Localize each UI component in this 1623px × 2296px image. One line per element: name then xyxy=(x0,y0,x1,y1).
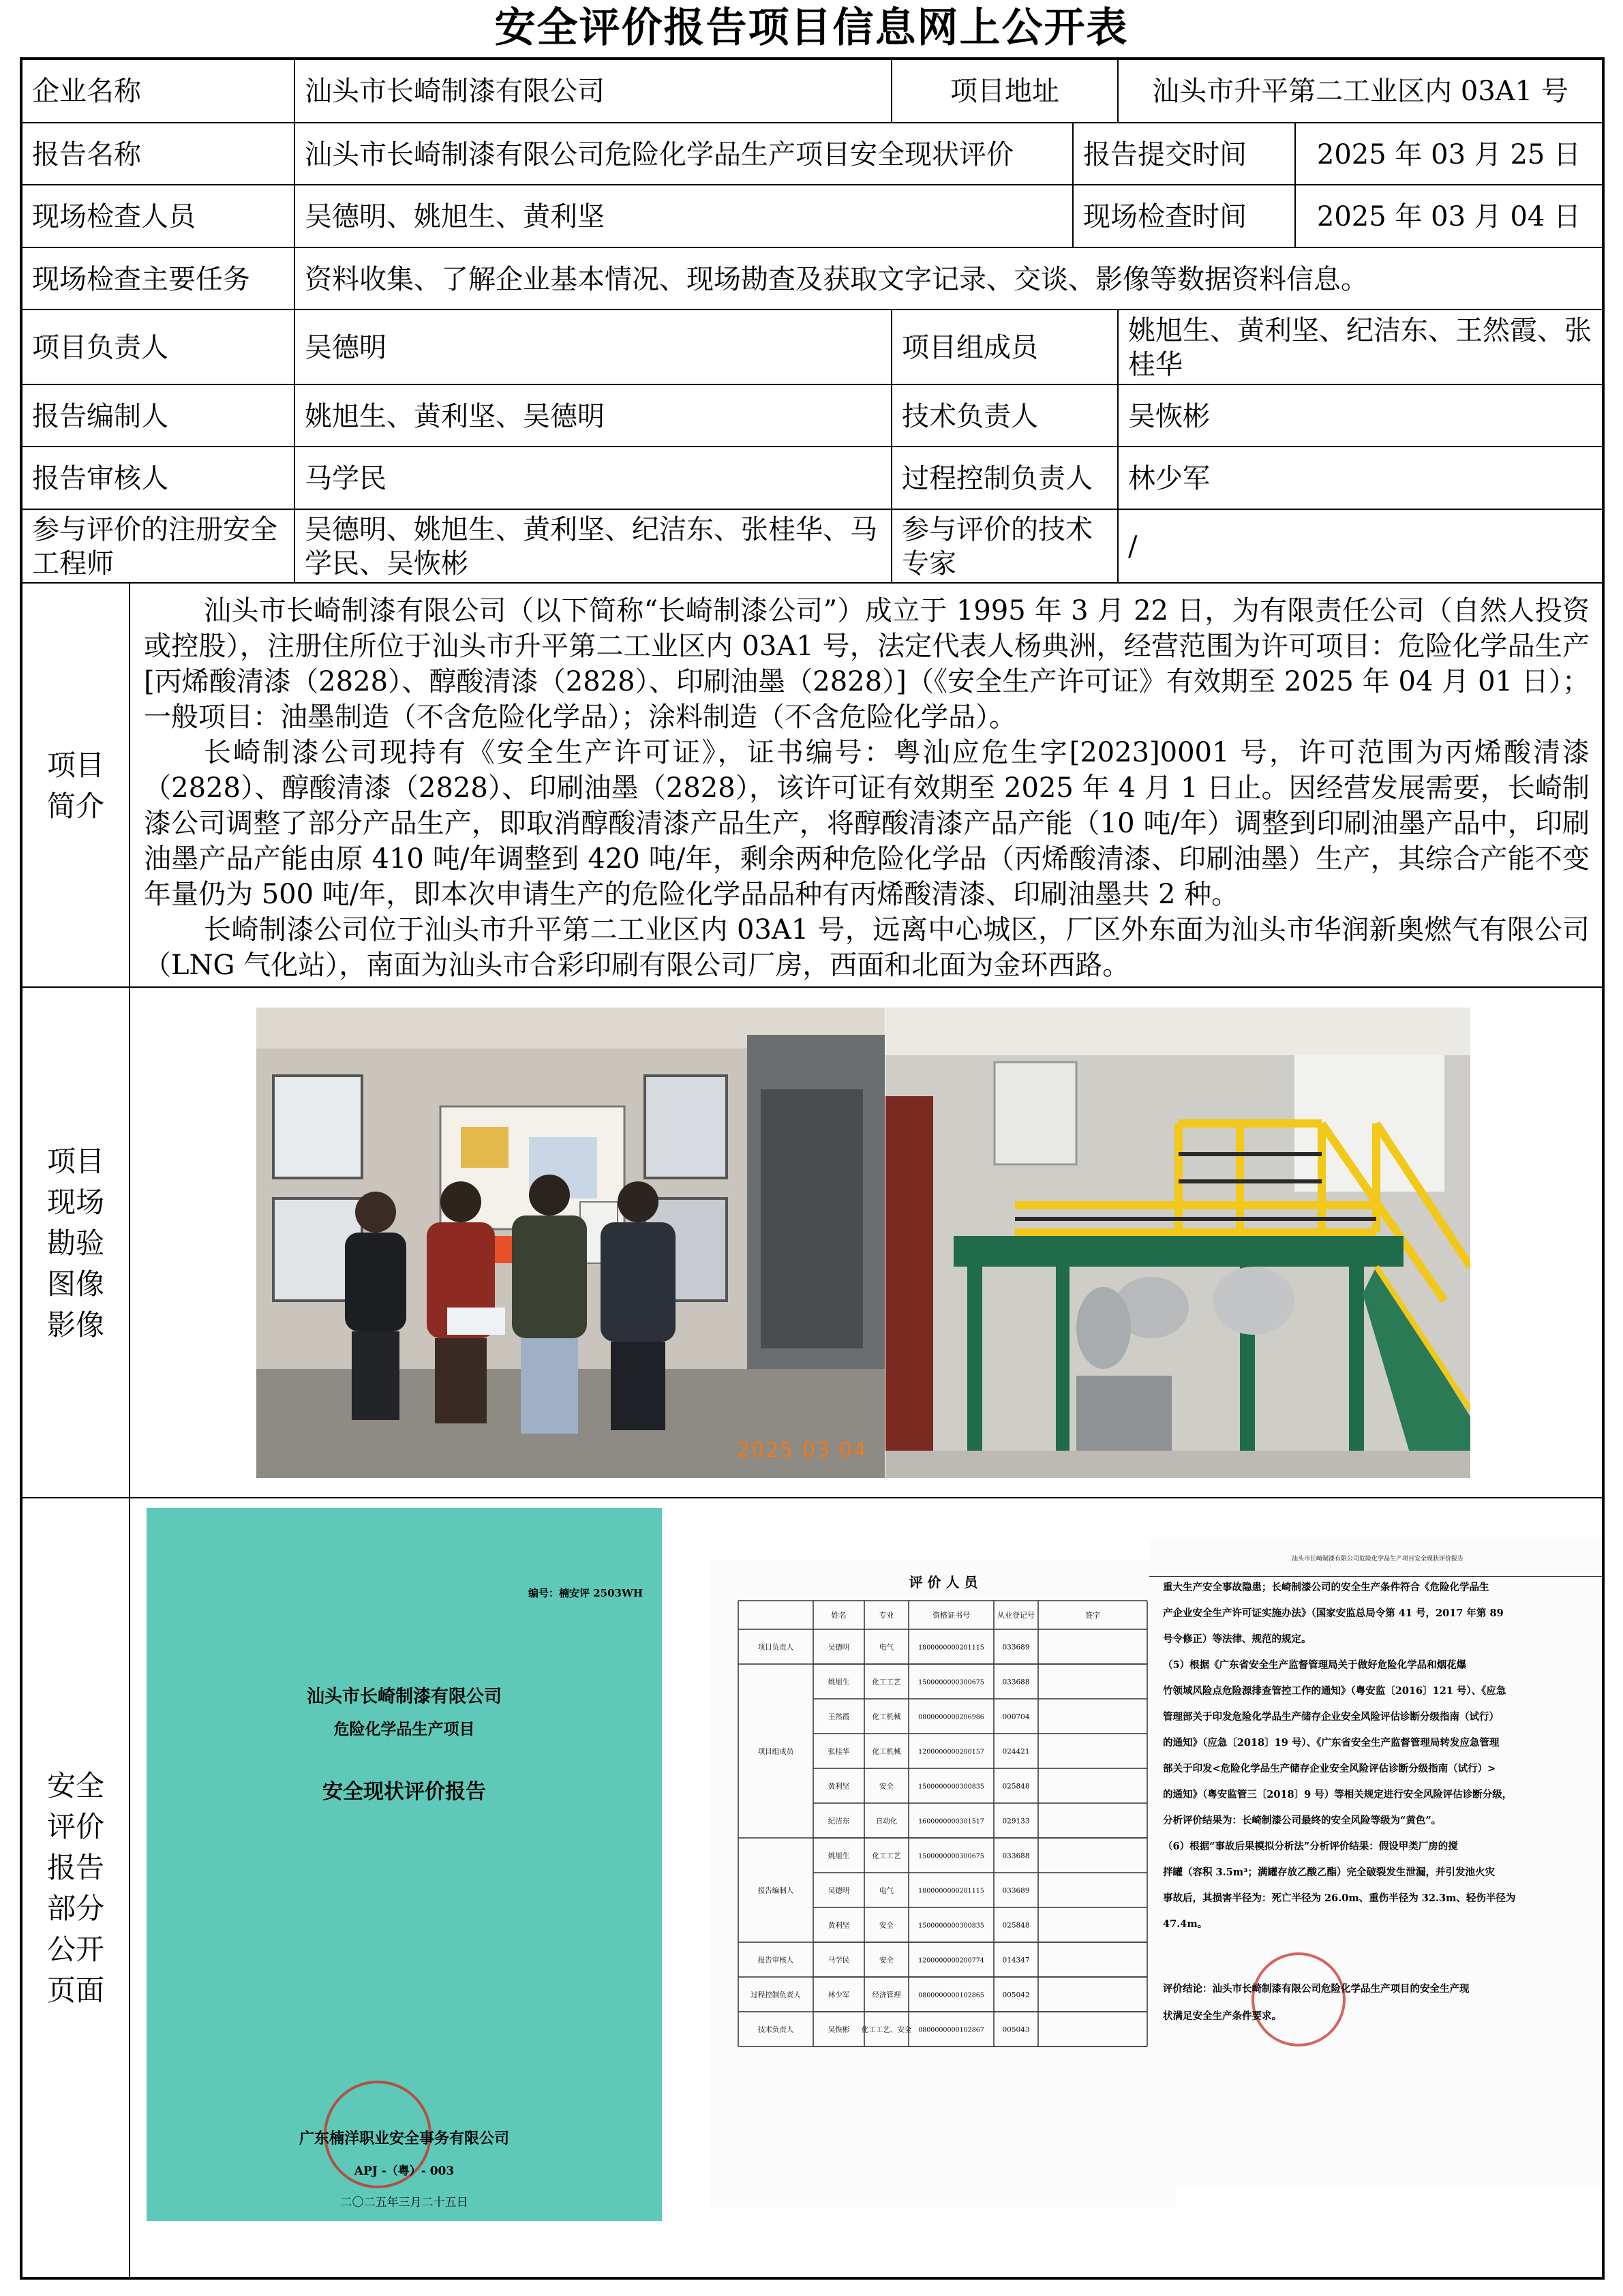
table-cell-text: 自动化 xyxy=(875,1817,898,1826)
report-name-label: 报告名称 xyxy=(32,138,141,170)
table-cell-text: 1600000000301517 xyxy=(918,1817,984,1826)
task-label: 现场检查主要任务 xyxy=(32,263,250,295)
conclusion-text xyxy=(1163,1575,1599,1937)
inspect-time-value: 2025 年 03 月 04 日 xyxy=(1294,185,1602,248)
conclusion-page xyxy=(1149,1539,1602,2187)
table-cell-text: 033689 xyxy=(1002,1886,1030,1895)
conclusion-line: 管理部关于印发危险化学品生产储存企业安全风险评估诊断分级指南（试行） xyxy=(1163,1711,1499,1723)
table-cell-text: 化工工艺、安全 xyxy=(861,2025,912,2034)
table-cell-text: 化工机械 xyxy=(872,1747,901,1756)
table-cell-text: 024421 xyxy=(1002,1747,1030,1756)
table-cell-text: 0800000000206986 xyxy=(918,1713,984,1721)
conclusion-line: 47.4m。 xyxy=(1163,1918,1208,1930)
table-cell-text: 林少军 xyxy=(828,1991,850,1999)
table-cell-text: 项目组成员 xyxy=(757,1747,794,1756)
table-cell-text: 化工工艺 xyxy=(872,1852,901,1860)
cover-org: 广东楠洋职业安全事务有限公司 xyxy=(299,2130,509,2147)
table-cell-text: 项目负责人 xyxy=(757,1643,794,1652)
inspectors-label: 现场检查人员 xyxy=(32,201,196,232)
members-value: 姚旭生、黄利坚、纪洁东、王然霞、张桂华 xyxy=(1117,310,1602,385)
photo-date-stamp: 2025 03 04 xyxy=(737,1438,868,1462)
cover-apj: APJ -（粤）- 003 xyxy=(354,2164,455,2178)
row-compiler xyxy=(22,384,1602,447)
table-cell-text: 吴恢彬 xyxy=(828,2025,850,2034)
conclusion-line: 竹领域风险点危险源排查管控工作的通知》（粤安监〔2016〕121 号）、《应急 xyxy=(1163,1685,1506,1697)
row-report xyxy=(22,122,1602,185)
inspect-time-label: 现场检查时间 xyxy=(1072,185,1294,248)
staff-table xyxy=(711,1560,1176,2207)
conclusion-final xyxy=(1163,1976,1599,2030)
table-cell-text: 张桂华 xyxy=(828,1747,850,1756)
row-engineers xyxy=(22,509,1602,584)
table-cell-text: 纪洁东 xyxy=(828,1817,850,1826)
table-cell-text: 033689 xyxy=(1002,1643,1030,1652)
conclusion-line: 分析评价结果为：长崎制漆公司最终的安全风险等级为“黄色”。 xyxy=(1163,1815,1442,1826)
conclusion-line: 重大生产安全事故隐患；长崎制漆公司的安全生产条件符合《危险化学品生 xyxy=(1163,1582,1489,1593)
table-cell-text: 姓名 xyxy=(831,1611,847,1620)
tech-lead-label: 技术负责人 xyxy=(891,385,1117,447)
address-label: 项目地址 xyxy=(891,60,1117,122)
tech-lead-value: 吴恢彬 xyxy=(1117,385,1602,447)
company-value: 汕头市长崎制漆有限公司 xyxy=(294,60,891,122)
conclusion-line: 部关于印发<危险化学品生产储存企业安全风险评估诊断分级指南（试行）> xyxy=(1163,1763,1496,1774)
row-docs xyxy=(22,1497,1602,2278)
conclusion-header: 汕头市长崎制漆有限公司危险化学品生产项目安全现状评价报告 xyxy=(1149,1542,1602,1577)
table-cell-text: 吴德明 xyxy=(828,1643,850,1652)
table-cell-text: 安全 xyxy=(879,1956,894,1965)
table-cell-text: 033688 xyxy=(1002,1852,1030,1860)
intro-paragraph-1: 汕头市长崎制漆有限公司（以下简称“长崎制漆公司”）成立于 1995 年 3 月 22 日，为有限责任公司（自然人投资或控股），注册住所位于汕头市升平第二工业区内 03A1 号，法定代表人杨典洲，经营范围为许可项目：危险化学品生产[丙烯酸清漆（2828）、醇酸清漆（2828）、印刷油墨（2828）]（《安全生产许可证》有效期至 2025 年 04 月 01 日）；一般项目：油墨制造（不含危险化学品）；涂料制造（不含危险化学品）。 xyxy=(144,595,1590,733)
table-cell-text: 姚旭生 xyxy=(828,1852,850,1860)
table-cell-text: 033688 xyxy=(1002,1678,1030,1687)
table-cell-text: 资格证书号 xyxy=(932,1611,970,1620)
intro-label: 项目简介 xyxy=(46,748,104,823)
table-cell-text: 025848 xyxy=(1002,1921,1030,1930)
table-cell-text: 1500000000300675 xyxy=(918,1678,984,1687)
compiler-value: 姚旭生、黄利坚、吴德明 xyxy=(294,385,891,447)
table-cell-text: 从业登记号 xyxy=(997,1611,1035,1620)
table-cell-text: 1200000000200774 xyxy=(918,1957,984,1965)
report-name-value: 汕头市长崎制漆有限公司危险化学品生产项目安全现状评价 xyxy=(294,123,1072,185)
leader-label: 项目负责人 xyxy=(32,332,168,363)
table-cell-text: 王然霞 xyxy=(828,1712,850,1721)
experts-label: 参与评价的技术专家 xyxy=(891,510,1117,584)
table-cell-text: 1500000000300675 xyxy=(918,1852,984,1860)
conclusion-line: 的通知》（应急〔2018〕19 号）、《广东省安全生产监督管理局转发应急管理 xyxy=(1163,1737,1500,1749)
members-label: 项目组成员 xyxy=(891,310,1117,385)
table-cell-text: 过程控制负责人 xyxy=(750,1991,801,1999)
table-cell-text: 000704 xyxy=(1002,1712,1030,1721)
row-intro xyxy=(22,582,1602,988)
leader-value: 吴德明 xyxy=(294,310,891,385)
row-leader xyxy=(22,309,1602,385)
staff-title: 评 价 人 员 xyxy=(909,1574,978,1590)
table-cell-text: 1800000000201115 xyxy=(918,1644,984,1652)
table-cell-text: 技术负责人 xyxy=(757,2025,794,2034)
table-cell-text: 005043 xyxy=(1002,2025,1030,2034)
table-cell-text: 报告审核人 xyxy=(757,1956,794,1965)
submit-time-value: 2025 年 03 月 25 日 xyxy=(1294,123,1602,185)
company-label: 企业名称 xyxy=(32,75,141,107)
table-cell-text: 电气 xyxy=(879,1643,894,1652)
conclusion-final-line-2: 状满足安全生产条件要求。 xyxy=(1163,2010,1281,2022)
table-cell-text: 姚旭生 xyxy=(828,1678,850,1687)
table-cell-text: 签字 xyxy=(1085,1611,1100,1620)
table-cell-text: 014347 xyxy=(1002,1956,1030,1965)
table-cell-text: 安全 xyxy=(879,1782,894,1791)
intro-paragraph-2: 长崎制漆公司现持有《安全生产许可证》，证书编号：粤汕应危生字[2023]0001 号，许可范围为丙烯酸清漆（2828）、醇酸清漆（2828）、印刷油墨（2828），该许可证有效期至 2025 年 4 月 1 日止。因经营发展需要，长崎制漆公司调整了部分产品生产，即取消醇酸清漆产品生产，将醇酸清漆产品产能（10 吨/年）调整到印刷油墨产品中，印刷油墨产品产能由原 410 吨/年调整到 420 吨/年，剩余两种危险化学品（丙烯酸清漆、印刷油墨）生产，其综合产能不变年量仍为 500 吨/年，即本次申请生产的危险化学品品种有丙烯酸清漆、印刷油墨共 2 种。 xyxy=(144,737,1590,910)
photos-label: 项目现场勘验图像影像 xyxy=(46,1144,104,1342)
cover-project: 危险化学品生产项目 xyxy=(333,1720,475,1738)
row-task xyxy=(22,247,1602,310)
row-inspectors xyxy=(22,184,1602,248)
reviewer-label: 报告审核人 xyxy=(32,463,168,494)
docs-label: 安全评价报告部分公开页面 xyxy=(46,1769,104,2007)
compiler-label: 报告编制人 xyxy=(32,400,168,432)
report-cover-page xyxy=(147,1508,662,2221)
submit-time-label: 报告提交时间 xyxy=(1072,123,1294,185)
conclusion-final-line-1: 评价结论：汕头市长崎制漆有限公司危险化学品生产项目的安全生产现 xyxy=(1163,1983,1470,1995)
engineers-label: 参与评价的注册安全工程师 xyxy=(32,514,277,579)
table-cell-text: 1200000000200157 xyxy=(918,1748,984,1756)
conclusion-line: 的通知》（粤安监管三〔2018〕9 号）等相关规定进行安全风险评估诊断分级， xyxy=(1163,1789,1513,1800)
table-cell-text: 马学民 xyxy=(828,1956,850,1965)
conclusion-line: 产企业安全生产许可证实施办法》（国家安监总局令第 41 号，2017 年第 89 xyxy=(1163,1607,1504,1619)
table-cell-text: 025848 xyxy=(1002,1782,1030,1791)
conclusion-line: 事故后，其损害半径为：死亡半径为 26.0m、重伤半径为 32.3m、轻伤半径为 xyxy=(1163,1892,1516,1904)
table-cell-text: 安全 xyxy=(879,1921,894,1930)
table-cell-text: 经济管理 xyxy=(872,1991,901,1999)
table-cell-text: 专业 xyxy=(879,1611,894,1620)
process-lead-label: 过程控制负责人 xyxy=(891,447,1117,510)
conclusion-line: （6）根据“事故后果模拟分析法”分析评价结果：假设甲类厂房的搅 xyxy=(1163,1841,1458,1852)
table-cell-text: 化工机械 xyxy=(872,1712,901,1721)
row-company xyxy=(22,60,1602,122)
conclusion-line: 号令修正）等法律、规范的规定。 xyxy=(1163,1633,1311,1645)
site-photo-team xyxy=(256,1008,885,1478)
intro-text xyxy=(129,584,1602,988)
docs-area xyxy=(129,1498,1602,2278)
table-cell-text: 1500000000300835 xyxy=(918,1922,984,1930)
table-cell-text: 报告编制人 xyxy=(757,1886,794,1895)
cover-date: 二〇二五年三月二十五日 xyxy=(340,2196,468,2209)
conclusion-line: 拌罐（容积 3.5m³；满罐存放乙酸乙酯）完全破裂发生泄漏，并引发池火灾 xyxy=(1163,1867,1495,1878)
row-photos xyxy=(22,986,1602,1498)
inspectors-value: 吴德明、姚旭生、黄利坚 xyxy=(294,185,1072,248)
cover-report-title: 安全现状评价报告 xyxy=(322,1780,486,1804)
table-cell-text: 0800000000102867 xyxy=(918,2026,984,2034)
process-lead-value: 林少军 xyxy=(1117,447,1602,510)
site-photo-platform xyxy=(885,1008,1470,1478)
conclusion-line: （5）根据《广东省安全生产监督管理局关于做好危险化学品和烟花爆 xyxy=(1163,1659,1467,1671)
table-cell-text: 黄利坚 xyxy=(828,1782,850,1791)
experts-value: / xyxy=(1117,510,1602,584)
table-cell-text: 1800000000201115 xyxy=(918,1887,984,1895)
photos-area xyxy=(129,988,1602,1498)
cover-code: 编号：楠安评 2503WH xyxy=(528,1587,643,1599)
page-title: 安全评价报告项目信息网上公开表 xyxy=(494,4,1129,52)
table-cell-text: 029133 xyxy=(1002,1817,1030,1826)
table-cell-text: 005042 xyxy=(1002,1991,1030,1999)
table-cell-text: 电气 xyxy=(879,1886,894,1895)
row-reviewer xyxy=(22,446,1602,510)
intro-paragraph-3: 长崎制漆公司位于汕头市升平第二工业区内 03A1 号，远离中心城区，厂区外东面为汕头市华润新奥燃气有限公司（LNG 气化站），南面为汕头市合彩印刷有限公司厂房，西面和北面为金环西路。 xyxy=(144,914,1590,981)
table-cell-text: 1500000000300835 xyxy=(918,1783,984,1791)
table-cell-text: 吴德明 xyxy=(828,1886,850,1895)
task-value: 资料收集、了解企业基本情况、现场勘查及获取文字记录、交谈、影像等数据资料信息。 xyxy=(294,248,1602,310)
address-value: 汕头市升平第二工业区内 03A1 号 xyxy=(1117,60,1602,122)
table-cell-text: 0800000000102865 xyxy=(918,1991,984,1999)
cover-company: 汕头市长崎制漆有限公司 xyxy=(306,1687,502,1707)
engineers-value: 吴德明、姚旭生、黄利坚、纪洁东、张桂华、马学民、吴恢彬 xyxy=(294,510,891,584)
table-cell-text: 化工工艺 xyxy=(872,1678,901,1687)
table-cell-text: 黄利坚 xyxy=(828,1921,850,1930)
staff-page xyxy=(711,1560,1176,2207)
info-table xyxy=(20,57,1605,2280)
reviewer-value: 马学民 xyxy=(294,447,891,510)
